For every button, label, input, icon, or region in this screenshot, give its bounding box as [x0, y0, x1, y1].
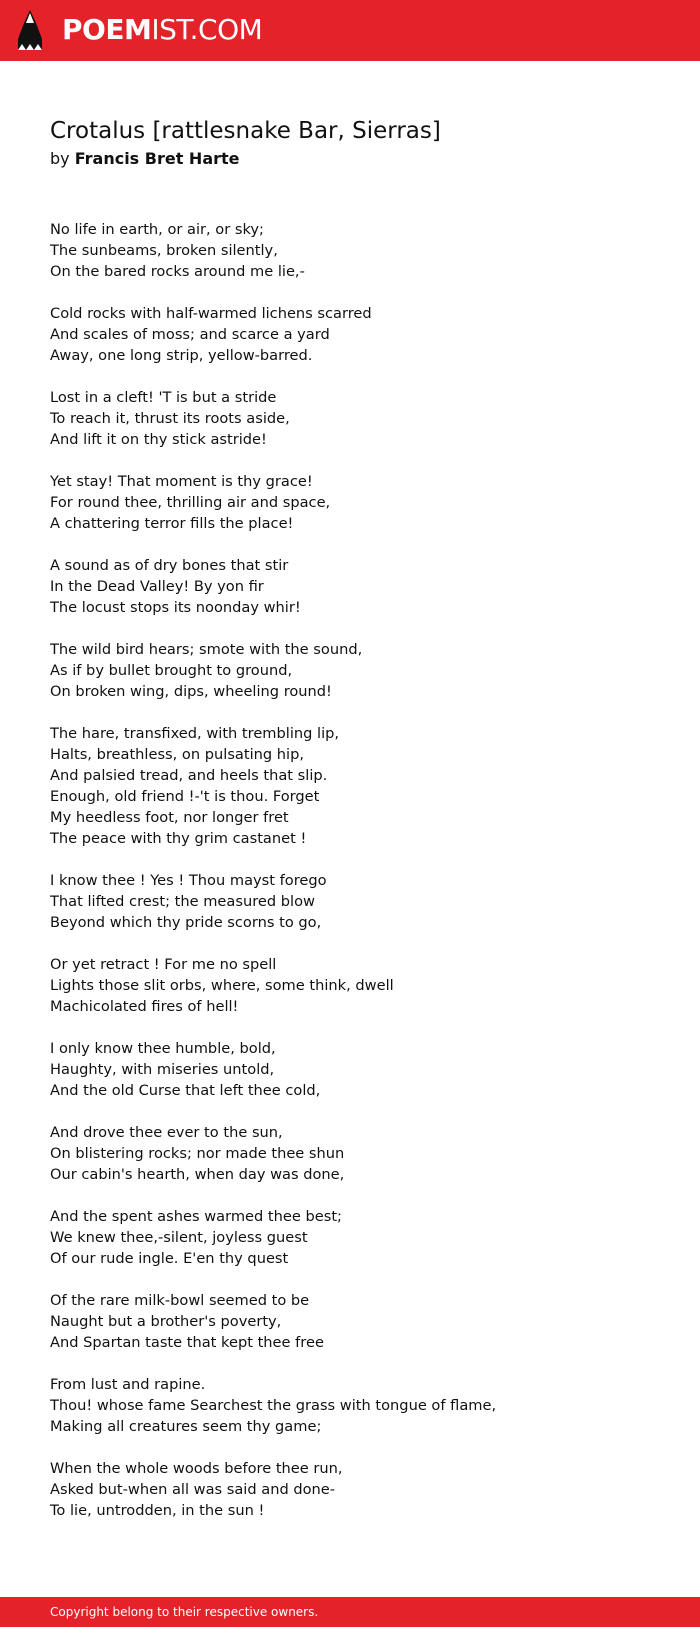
poem-line: The locust stops its noonday whir!	[50, 599, 301, 616]
poem-line: My heedless foot, nor longer fret	[50, 809, 289, 826]
poem-line: Lights those slit orbs, where, some think, dwell	[50, 977, 394, 994]
poem-line: And palsied tread, and heels that slip.	[50, 767, 328, 784]
by-label: by	[50, 149, 70, 168]
stanza	[50, 471, 670, 534]
poem-line: I know thee ! Yes ! Thou mayst forego	[50, 872, 327, 889]
poem-line: Thou! whose fame Searchest the grass with tongue of flame,	[50, 1397, 497, 1414]
poem-line: And the old Curse that left thee cold,	[50, 1082, 321, 1099]
stanza	[50, 639, 670, 702]
poem-line: Halts, breathless, on pulsating hip,	[50, 746, 304, 763]
stanza	[50, 1122, 670, 1185]
poem-line: I only know thee humble, bold,	[50, 1040, 276, 1057]
poem-line: Making all creatures seem thy game;	[50, 1418, 322, 1435]
poem-line: The hare, transfixed, with trembling lip,	[50, 725, 340, 742]
poem-line: When the whole woods before thee run,	[50, 1460, 343, 1477]
poem-line: On broken wing, dips, wheeling round!	[50, 683, 332, 700]
poem-line: On the bared rocks around me lie,-	[50, 263, 305, 280]
poem-line: And Spartan taste that kept thee free	[50, 1334, 324, 1351]
poem-line: Yet stay! That moment is thy grace!	[50, 473, 313, 490]
stanza	[50, 1206, 670, 1269]
poem-line: A sound as of dry bones that stir	[50, 557, 289, 574]
poem-line: The sunbeams, broken silently,	[50, 242, 278, 259]
poem-line: And lift it on thy stick astride!	[50, 431, 267, 448]
poem-line: And scales of moss; and scarce a yard	[50, 326, 330, 343]
stanza	[50, 1374, 670, 1437]
poem-line: For round thee, thrilling air and space,	[50, 494, 331, 511]
stanza	[50, 219, 670, 282]
logo-light-text: IST.COM	[151, 13, 263, 46]
site-footer	[0, 1597, 700, 1627]
poem-line: The wild bird hears; smote with the sound,	[50, 641, 363, 658]
poem-body	[50, 219, 670, 1542]
poem-line: And drove thee ever to the sun,	[50, 1124, 283, 1141]
poem-line: A chattering terror fills the place!	[50, 515, 294, 532]
poem-line: To reach it, thrust its roots aside,	[50, 410, 290, 427]
poem-line: From lust and rapine.	[50, 1376, 206, 1393]
author-name: Francis Bret Harte	[74, 149, 240, 168]
byline	[50, 147, 240, 171]
poem-line: Of our rude ingle. E'en thy quest	[50, 1250, 289, 1267]
poem-line: To lie, untrodden, in the sun !	[50, 1502, 265, 1519]
poem-line: Away, one long strip, yellow-barred.	[50, 347, 313, 364]
poem-title: Crotalus [rattlesnake Bar, Sierras]	[50, 118, 441, 144]
copyright-text: Copyright belong to their respective owners.	[50, 1605, 319, 1619]
poem-line: We knew thee,-silent, joyless guest	[50, 1229, 308, 1246]
poem-line: That lifted crest; the measured blow	[50, 893, 315, 910]
stanza	[50, 387, 670, 450]
poem-line: And the spent ashes warmed thee best;	[50, 1208, 342, 1225]
stanza	[50, 870, 670, 933]
site-logo[interactable]	[62, 10, 262, 50]
stanza	[50, 723, 670, 849]
poem-line: Of the rare milk-bowl seemed to be	[50, 1292, 310, 1309]
poem-line: Lost in a cleft! 'T is but a stride	[50, 389, 277, 406]
poem-line: Our cabin's hearth, when day was done,	[50, 1166, 345, 1183]
poem-line: Haughty, with miseries untold,	[50, 1061, 275, 1078]
poem-line: No life in earth, or air, or sky;	[50, 221, 264, 238]
poem-line: On blistering rocks; nor made thee shun	[50, 1145, 345, 1162]
logo-bold-text: POEM	[62, 13, 152, 46]
poem-line: Enough, old friend !-'t is thou. Forget	[50, 788, 320, 805]
stanza	[50, 303, 670, 366]
poem-line: In the Dead Valley! By yon fir	[50, 578, 264, 595]
poem-line: Beyond which thy pride scorns to go,	[50, 914, 322, 931]
pen-nib-icon[interactable]	[17, 9, 43, 52]
stanza	[50, 555, 670, 618]
poem-line: Naught but a brother's poverty,	[50, 1313, 282, 1330]
stanza	[50, 1458, 670, 1521]
poem-line: As if by bullet brought to ground,	[50, 662, 293, 679]
site-header	[0, 0, 700, 61]
poem-line: The peace with thy grim castanet !	[50, 830, 307, 847]
poem-line: Asked but-when all was said and done-	[50, 1481, 336, 1498]
stanza	[50, 1038, 670, 1101]
stanza	[50, 954, 670, 1017]
poem-line: Machicolated fires of hell!	[50, 998, 239, 1015]
poem-line: Cold rocks with half-warmed lichens scarred	[50, 305, 372, 322]
stanza	[50, 1290, 670, 1353]
poem-line: Or yet retract ! For me no spell	[50, 956, 277, 973]
